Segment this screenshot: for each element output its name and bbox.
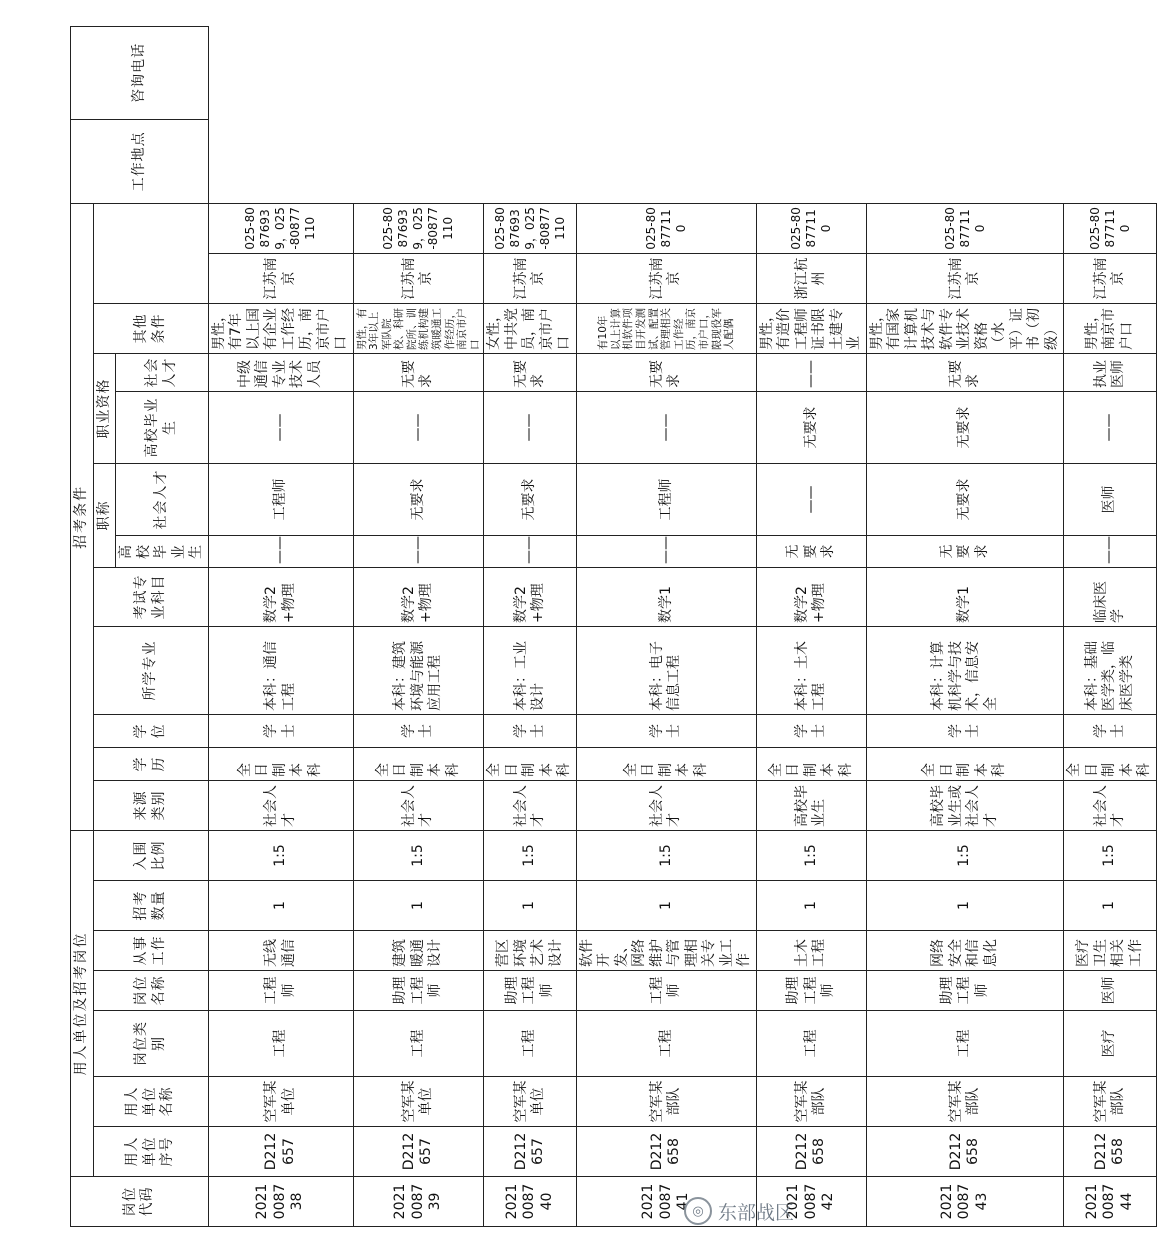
cell-post-name: 工程师 xyxy=(208,971,353,1011)
watermark xyxy=(684,1197,794,1225)
cell-title-grad: 无要求 xyxy=(866,535,1064,567)
cell-post-code: 2021008744 xyxy=(1064,1177,1157,1227)
cell-interview-ratio: 1:5 xyxy=(576,830,756,880)
header-other: 其他条件 xyxy=(93,303,208,353)
cell-qual-social: 无要求 xyxy=(576,353,756,391)
cell-work-location: 江苏南京 xyxy=(353,253,484,303)
cell-recruit-count: 1 xyxy=(484,881,577,931)
cell-source: 社会人才 xyxy=(484,780,577,830)
header-unit-code: 用人单位序号 xyxy=(93,1127,208,1177)
cell-major: 本科：计算机科学与技术，信息安全 xyxy=(866,626,1064,714)
cell-exam-subject: 数学2+物理 xyxy=(353,567,484,626)
cell-post-code: 2021008739 xyxy=(353,1177,484,1227)
table-row xyxy=(208,0,353,1227)
cell-post-name: 助理工程师 xyxy=(756,971,866,1011)
cell-source: 社会人才 xyxy=(353,780,484,830)
cell-title-social: 工程师 xyxy=(576,463,756,535)
cell-major: 本科：工业设计 xyxy=(484,626,577,714)
cell-post-code: 2021008741 xyxy=(576,1177,756,1227)
cell-interview-ratio: 1:5 xyxy=(1064,830,1157,880)
table-row xyxy=(484,0,577,1227)
cell-work-location: 江苏南京 xyxy=(484,253,577,303)
cell-education: 全日制本科 xyxy=(484,747,577,780)
cell-post-type: 工程 xyxy=(756,1011,866,1077)
cell-recruit-count: 1 xyxy=(866,881,1064,931)
cell-unit-code: D212657 xyxy=(484,1127,577,1177)
cell-unit-name: 空军某单位 xyxy=(208,1077,353,1127)
cell-source: 社会人才 xyxy=(1064,780,1157,830)
cell-post-name: 助理工程师 xyxy=(866,971,1064,1011)
cell-other: 有10年以上计算机软件项目开发测试、配置管理相关工作经历，南京市户口，限现役军人配偶 xyxy=(576,303,756,353)
cell-degree: 学士 xyxy=(756,714,866,747)
cell-qual-social: 无要求 xyxy=(353,353,484,391)
cell-title-social: 工程师 xyxy=(208,463,353,535)
cell-unit-name: 空军某部队 xyxy=(576,1077,756,1127)
cell-education: 全日制本科 xyxy=(756,747,866,780)
cell-consult-phone: 025-80877110 xyxy=(1064,203,1157,253)
cell-recruit-count: 1 xyxy=(576,881,756,931)
cell-qual-social: —— xyxy=(756,353,866,391)
header-work-content: 从事工作 xyxy=(93,931,208,971)
cell-major: 本科：土木工程 xyxy=(756,626,866,714)
watermark-text: 东部战区 xyxy=(717,1201,794,1224)
cell-consult-phone: 025-80877110 xyxy=(576,203,756,253)
cell-other: 男性，南京市户口 xyxy=(1064,303,1157,353)
cell-degree: 学士 xyxy=(576,714,756,747)
header-qual-social: 社会人才 xyxy=(116,353,209,391)
cell-education: 全日制本科 xyxy=(1064,747,1157,780)
cell-source: 社会人才 xyxy=(576,780,756,830)
cell-unit-name: 空军某单位 xyxy=(484,1077,577,1127)
cell-degree: 学士 xyxy=(866,714,1064,747)
cell-exam-subject: 数学1 xyxy=(866,567,1064,626)
table-body xyxy=(208,0,1156,1227)
cell-exam-subject: 数学2+物理 xyxy=(756,567,866,626)
cell-consult-phone: 025-80877110 xyxy=(866,203,1064,253)
header-title-social: 社会人才 xyxy=(116,463,209,535)
cell-qual-grad: —— xyxy=(353,391,484,463)
cell-other: 男性，有造价工程师证书限土建专业 xyxy=(756,303,866,353)
header-qual-grad: 高校毕业生 xyxy=(116,391,209,463)
cell-work-content: 软件开发、网络维护与管理相关专业工作 xyxy=(576,931,756,971)
cell-post-type: 工程 xyxy=(484,1011,577,1077)
cell-title-grad: —— xyxy=(353,535,484,567)
cell-exam-subject: 临床医学 xyxy=(1064,567,1157,626)
header-work-location: 工作地点 xyxy=(71,119,209,203)
cell-post-type: 工程 xyxy=(353,1011,484,1077)
cell-qual-grad: —— xyxy=(484,391,577,463)
header-interview-ratio: 入围比例 xyxy=(93,830,208,880)
cell-unit-code: D212657 xyxy=(353,1127,484,1177)
cell-post-type: 工程 xyxy=(866,1011,1064,1077)
cell-work-location: 江苏南京 xyxy=(576,253,756,303)
cell-title-grad: 无要求 xyxy=(756,535,866,567)
cell-unit-name: 空军某单位 xyxy=(353,1077,484,1127)
cell-degree: 学士 xyxy=(208,714,353,747)
table-row xyxy=(1064,0,1157,1227)
cell-title-grad: —— xyxy=(1064,535,1157,567)
cell-source: 高校毕业生或社会人才 xyxy=(866,780,1064,830)
cell-qual-social: 无要求 xyxy=(866,353,1064,391)
cell-interview-ratio: 1:5 xyxy=(353,830,484,880)
cell-post-code: 2021008740 xyxy=(484,1177,577,1227)
header-title-grad: 高校毕业生 xyxy=(116,535,209,567)
cell-other: 男性，有国家计算机技术与软件专业技术资格（水平）证书（初级） xyxy=(866,303,1064,353)
header-degree: 学位 xyxy=(93,714,208,747)
header-education: 学历 xyxy=(93,747,208,780)
cell-major: 本科：建筑环境与能源应用工程 xyxy=(353,626,484,714)
cell-degree: 学士 xyxy=(484,714,577,747)
cell-title-grad: —— xyxy=(208,535,353,567)
cell-post-name: 医师 xyxy=(1064,971,1157,1011)
table-row xyxy=(576,0,756,1227)
cell-post-type: 工程 xyxy=(208,1011,353,1077)
header-row-1 xyxy=(71,0,94,1227)
cell-unit-code: D212658 xyxy=(576,1127,756,1177)
table-row xyxy=(756,0,866,1227)
header-post-name: 岗位名称 xyxy=(93,971,208,1011)
cell-title-social: 无要求 xyxy=(484,463,577,535)
cell-major: 本科：电子信息工程 xyxy=(576,626,756,714)
cell-source: 社会人才 xyxy=(208,780,353,830)
cell-exam-subject: 数学1 xyxy=(576,567,756,626)
cell-consult-phone: 025-80876939，025-80877110 xyxy=(208,203,353,253)
cell-qual-grad: —— xyxy=(208,391,353,463)
cell-work-content: 网络安全和信息化 xyxy=(866,931,1064,971)
cell-consult-phone: 025-80876939，025-80877110 xyxy=(484,203,577,253)
cell-post-code: 2021008738 xyxy=(208,1177,353,1227)
cell-recruit-count: 1 xyxy=(353,881,484,931)
cell-unit-name: 空军某部队 xyxy=(756,1077,866,1127)
cell-recruit-count: 1 xyxy=(1064,881,1157,931)
cell-post-code: 2021008742 xyxy=(756,1177,866,1227)
cell-recruit-count: 1 xyxy=(756,881,866,931)
cell-unit-code: D212658 xyxy=(756,1127,866,1177)
cell-title-grad: —— xyxy=(576,535,756,567)
cell-interview-ratio: 1:5 xyxy=(756,830,866,880)
cell-other: 男性，有7年以上国有企业工作经历，南京市户口 xyxy=(208,303,353,353)
cell-education: 全日制本科 xyxy=(866,747,1064,780)
cell-qual-grad: 无要求 xyxy=(866,391,1064,463)
cell-post-name: 助理工程师 xyxy=(353,971,484,1011)
header-conditions-group: 招考条件 xyxy=(71,203,94,830)
header-unit-group: 用人单位及招考岗位 xyxy=(71,830,94,1176)
wechat-channel-icon: ◎ xyxy=(684,1197,712,1225)
cell-qual-social: 无要求 xyxy=(484,353,577,391)
cell-post-name: 工程师 xyxy=(576,971,756,1011)
cell-work-location: 江苏南京 xyxy=(208,253,353,303)
cell-title-social: 医师 xyxy=(1064,463,1157,535)
cell-education: 全日制本科 xyxy=(208,747,353,780)
header-major: 所学专业 xyxy=(93,626,208,714)
cell-work-location: 浙江杭州 xyxy=(756,253,866,303)
cell-education: 全日制本科 xyxy=(353,747,484,780)
cell-work-location: 江苏南京 xyxy=(1064,253,1157,303)
cell-work-location: 江苏南京 xyxy=(866,253,1064,303)
header-post-code: 岗位代码 xyxy=(71,1177,209,1227)
cell-source: 高校毕业生 xyxy=(756,780,866,830)
recruitment-table xyxy=(70,0,1157,1227)
cell-consult-phone: 025-80876939，025-80877110 xyxy=(353,203,484,253)
cell-unit-name: 空军某部队 xyxy=(1064,1077,1157,1127)
cell-post-type: 医疗 xyxy=(1064,1011,1157,1077)
cell-title-grad: —— xyxy=(484,535,577,567)
table-row xyxy=(353,0,484,1227)
cell-post-type: 工程 xyxy=(576,1011,756,1077)
header-exam-subject: 考试专业科目 xyxy=(93,567,208,626)
cell-exam-subject: 数学2+物理 xyxy=(208,567,353,626)
cell-work-content: 建筑暖通设计 xyxy=(353,931,484,971)
cell-qual-grad: —— xyxy=(576,391,756,463)
header-recruit-count: 招考数量 xyxy=(93,881,208,931)
cell-interview-ratio: 1:5 xyxy=(208,830,353,880)
cell-degree: 学士 xyxy=(353,714,484,747)
cell-work-content: 医疗卫生相关工作 xyxy=(1064,931,1157,971)
cell-unit-code: D212658 xyxy=(866,1127,1064,1177)
cell-interview-ratio: 1:5 xyxy=(484,830,577,880)
cell-qual-social: 中级通信专业技术人员 xyxy=(208,353,353,391)
cell-post-name: 助理工程师 xyxy=(484,971,577,1011)
cell-work-content: 土木工程 xyxy=(756,931,866,971)
header-source: 来源类别 xyxy=(93,780,208,830)
table-row xyxy=(866,0,1064,1227)
cell-interview-ratio: 1:5 xyxy=(866,830,1064,880)
cell-qual-grad: —— xyxy=(1064,391,1157,463)
header-post-type: 岗位类别 xyxy=(93,1011,208,1077)
cell-qual-social: 执业医师 xyxy=(1064,353,1157,391)
header-unit-name: 用人单位名称 xyxy=(93,1077,208,1127)
cell-unit-code: D212657 xyxy=(208,1127,353,1177)
cell-major: 本科：基础医学类，临床医学类 xyxy=(1064,626,1157,714)
cell-exam-subject: 数学2+物理 xyxy=(484,567,577,626)
cell-education: 全日制本科 xyxy=(576,747,756,780)
cell-degree: 学士 xyxy=(1064,714,1157,747)
cell-work-content: 无线通信 xyxy=(208,931,353,971)
cell-post-code: 2021008743 xyxy=(866,1177,1064,1227)
cell-other: 女性，中共党员，南京市户口 xyxy=(484,303,577,353)
cell-title-social: 无要求 xyxy=(866,463,1064,535)
cell-major: 本科：通信工程 xyxy=(208,626,353,714)
cell-consult-phone: 025-80877110 xyxy=(756,203,866,253)
cell-title-social: —— xyxy=(756,463,866,535)
cell-recruit-count: 1 xyxy=(208,881,353,931)
cell-unit-name: 空军某部队 xyxy=(866,1077,1064,1127)
header-consult-phone: 咨询电话 xyxy=(71,26,209,119)
header-qual-group: 职业资格 xyxy=(93,353,116,463)
cell-other: 男性，有3年以上军队院校、科研院所、训练机构建筑暖通工作经历，南京市户口 xyxy=(353,303,484,353)
cell-work-content: 营区环境艺术设计 xyxy=(484,931,577,971)
cell-qual-grad: 无要求 xyxy=(756,391,866,463)
header-title-group: 职称 xyxy=(93,463,116,567)
cell-unit-code: D212658 xyxy=(1064,1127,1157,1177)
cell-title-social: 无要求 xyxy=(353,463,484,535)
